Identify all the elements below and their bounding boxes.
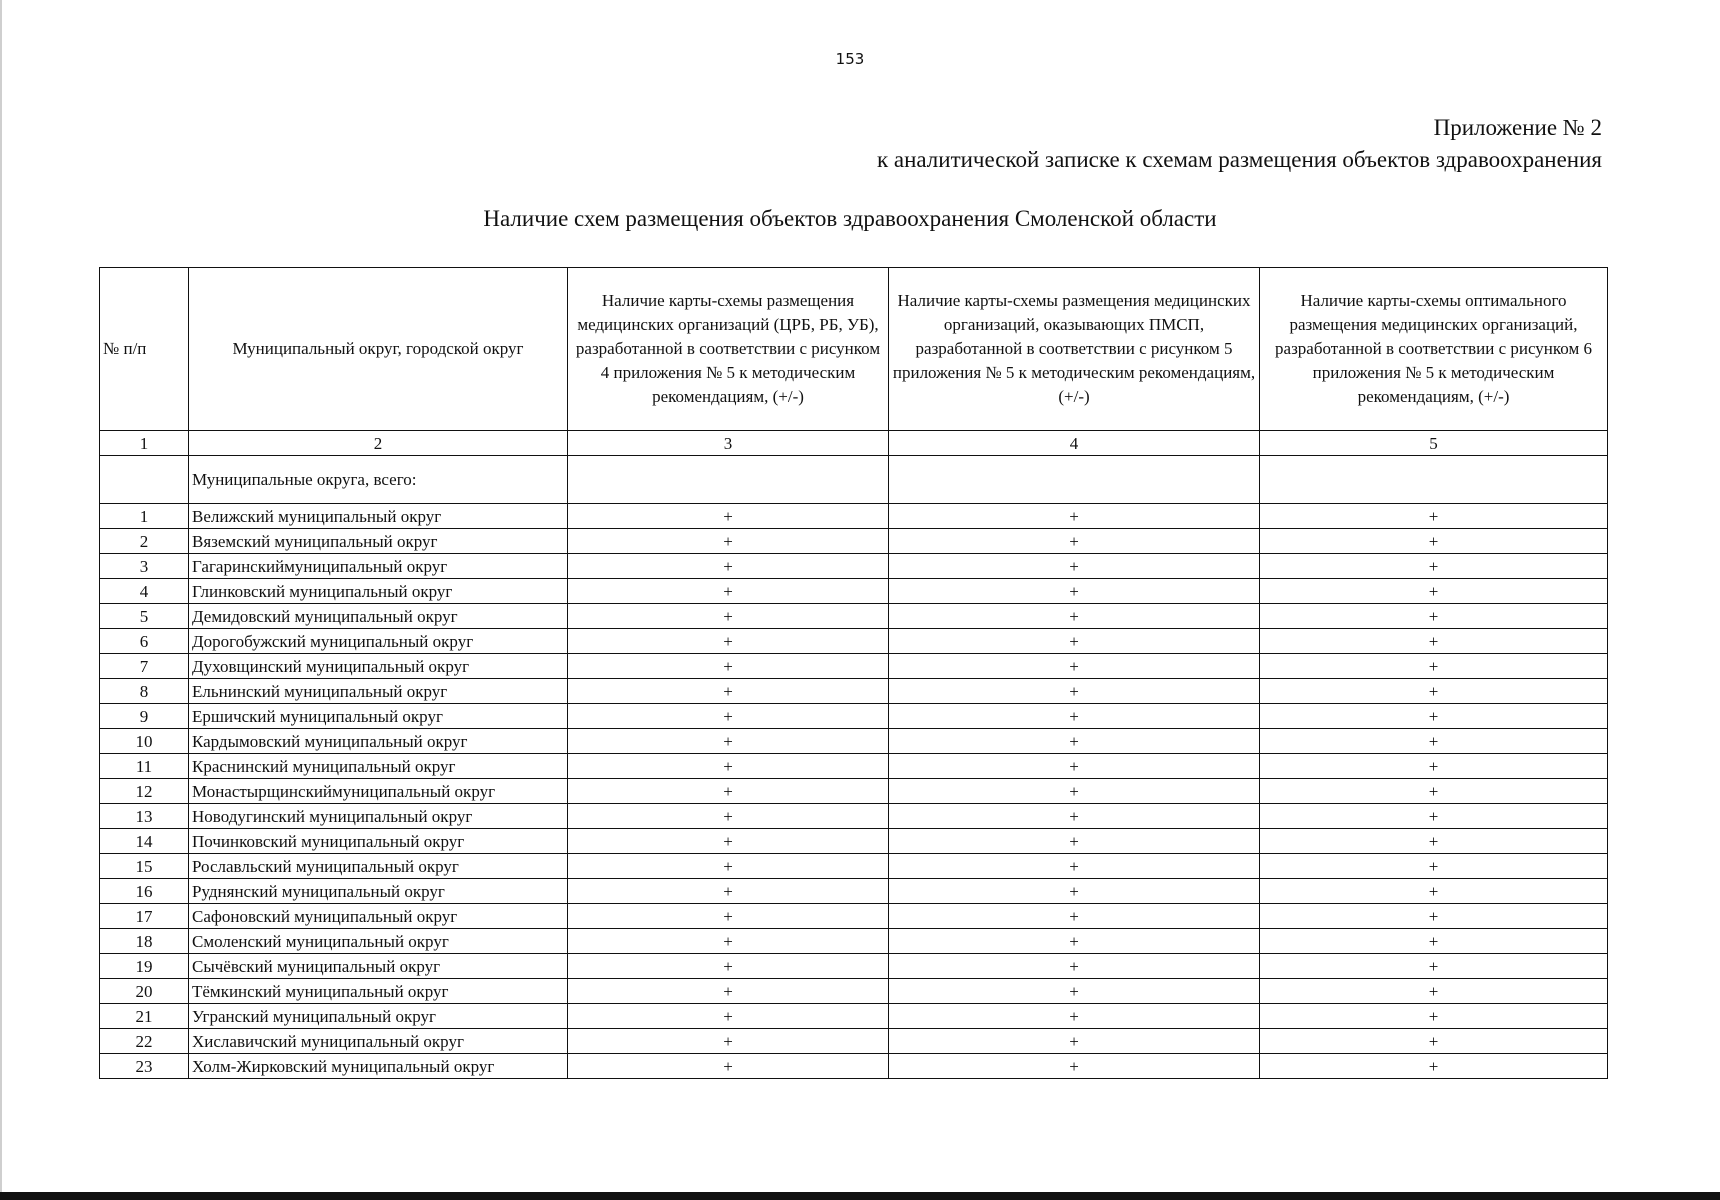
appendix-line-1: Приложение № 2 (1433, 115, 1602, 140)
row-number: 13 (100, 804, 189, 829)
map-optimal-value: + (1260, 829, 1608, 854)
district-name: Тёмкинский муниципальный округ (189, 979, 568, 1004)
map-crb-value: + (568, 779, 889, 804)
districts-table (99, 267, 1608, 1079)
row-number: 6 (100, 629, 189, 654)
map-pmsp-value: + (889, 954, 1260, 979)
map-crb-value: + (568, 1054, 889, 1079)
map-crb-value: + (568, 704, 889, 729)
map-optimal-value: + (1260, 529, 1608, 554)
table-row (100, 879, 1608, 904)
map-pmsp-value: + (889, 529, 1260, 554)
map-crb-value: + (568, 1029, 889, 1054)
map-crb-value: + (568, 829, 889, 854)
map-optimal-value: + (1260, 629, 1608, 654)
total-row-label: Муниципальные округа, всего: (189, 456, 568, 504)
map-pmsp-value: + (889, 729, 1260, 754)
district-name: Ершичский муниципальный округ (189, 704, 568, 729)
table-row (100, 729, 1608, 754)
table-row (100, 1004, 1608, 1029)
district-name: Вяземский муниципальный округ (189, 529, 568, 554)
district-name: Угранский муниципальный округ (189, 1004, 568, 1029)
table-row (100, 504, 1608, 529)
map-optimal-value: + (1260, 579, 1608, 604)
column-number: 2 (189, 431, 568, 456)
map-pmsp-value: + (889, 779, 1260, 804)
map-crb-value: + (568, 604, 889, 629)
map-optimal-value: + (1260, 504, 1608, 529)
district-name: Сычёвский муниципальный округ (189, 954, 568, 979)
header-map-pmsp: Наличие карты-схемы размещения медицинских организаций, оказывающих ПМСП, разработанной в соответствии с рисунком 5 приложения № 5 к методическим рекомендациям, (+/-) (889, 268, 1260, 431)
row-number: 7 (100, 654, 189, 679)
map-pmsp-value: + (889, 604, 1260, 629)
district-name: Дорогобужский муниципальный округ (189, 629, 568, 654)
district-name: Смоленский муниципальный округ (189, 929, 568, 954)
table-row (100, 604, 1608, 629)
district-name: Руднянский муниципальный округ (189, 879, 568, 904)
table-header-row (100, 268, 1608, 431)
row-number: 20 (100, 979, 189, 1004)
page-number: 153 (835, 50, 865, 68)
district-name: Духовщинский муниципальный округ (189, 654, 568, 679)
district-name: Монастырщинскиймуниципальный округ (189, 779, 568, 804)
table-row (100, 754, 1608, 779)
column-number: 1 (100, 431, 189, 456)
map-optimal-value: + (1260, 854, 1608, 879)
table-row (100, 954, 1608, 979)
row-number: 16 (100, 879, 189, 904)
map-optimal-value: + (1260, 1004, 1608, 1029)
total-row-cell (568, 456, 889, 504)
district-name: Холм-Жирковский муниципальный округ (189, 1054, 568, 1079)
map-pmsp-value: + (889, 829, 1260, 854)
map-pmsp-value: + (889, 554, 1260, 579)
district-name: Сафоновский муниципальный округ (189, 904, 568, 929)
map-optimal-value: + (1260, 779, 1608, 804)
map-optimal-value: + (1260, 729, 1608, 754)
row-number: 12 (100, 779, 189, 804)
row-number: 18 (100, 929, 189, 954)
map-crb-value: + (568, 504, 889, 529)
table-row (100, 579, 1608, 604)
map-pmsp-value: + (889, 1004, 1260, 1029)
table-row (100, 854, 1608, 879)
table-row (100, 904, 1608, 929)
map-crb-value: + (568, 879, 889, 904)
district-name: Глинковский муниципальный округ (189, 579, 568, 604)
row-number: 4 (100, 579, 189, 604)
district-name: Рославльский муниципальный округ (189, 854, 568, 879)
row-number: 5 (100, 604, 189, 629)
header-number: № п/п (100, 268, 189, 431)
map-pmsp-value: + (889, 1029, 1260, 1054)
district-name: Починковский муниципальный округ (189, 829, 568, 854)
row-number: 11 (100, 754, 189, 779)
table-row (100, 979, 1608, 1004)
map-optimal-value: + (1260, 604, 1608, 629)
row-number: 21 (100, 1004, 189, 1029)
map-crb-value: + (568, 729, 889, 754)
row-number: 2 (100, 529, 189, 554)
row-number: 17 (100, 904, 189, 929)
map-crb-value: + (568, 854, 889, 879)
map-optimal-value: + (1260, 679, 1608, 704)
table-row (100, 929, 1608, 954)
appendix-line-2: к аналитической записке к схемам размещения объектов здравоохранения (876, 147, 1602, 172)
map-pmsp-value: + (889, 979, 1260, 1004)
map-pmsp-value: + (889, 1054, 1260, 1079)
map-crb-value: + (568, 804, 889, 829)
map-crb-value: + (568, 954, 889, 979)
scan-bottom-edge (0, 1192, 1720, 1200)
district-name: Велижский муниципальный округ (189, 504, 568, 529)
header-map-crb: Наличие карты-схемы размещения медицинских организаций (ЦРБ, РБ, УБ), разработанной в соответствии с рисунком 4 приложения № 5 к методическим рекомендациям, (+/-) (568, 268, 889, 431)
appendix-header (877, 112, 1602, 176)
header-district: Муниципальный округ, городской округ (189, 268, 568, 431)
map-crb-value: + (568, 1004, 889, 1029)
table-row (100, 679, 1608, 704)
table-row (100, 629, 1608, 654)
map-pmsp-value: + (889, 929, 1260, 954)
row-number: 3 (100, 554, 189, 579)
total-row-cell (1260, 456, 1608, 504)
table-row (100, 554, 1608, 579)
row-number: 10 (100, 729, 189, 754)
map-crb-value: + (568, 579, 889, 604)
map-crb-value: + (568, 979, 889, 1004)
map-optimal-value: + (1260, 929, 1608, 954)
map-pmsp-value: + (889, 579, 1260, 604)
column-number: 4 (889, 431, 1260, 456)
row-number: 1 (100, 504, 189, 529)
map-optimal-value: + (1260, 654, 1608, 679)
total-row-number (100, 456, 189, 504)
map-pmsp-value: + (889, 679, 1260, 704)
map-pmsp-value: + (889, 904, 1260, 929)
map-optimal-value: + (1260, 1029, 1608, 1054)
row-number: 8 (100, 679, 189, 704)
table-row (100, 529, 1608, 554)
row-number: 9 (100, 704, 189, 729)
total-row-cell (889, 456, 1260, 504)
map-pmsp-value: + (889, 854, 1260, 879)
map-optimal-value: + (1260, 954, 1608, 979)
table-row (100, 804, 1608, 829)
map-optimal-value: + (1260, 979, 1608, 1004)
table-row (100, 1054, 1608, 1079)
row-number: 19 (100, 954, 189, 979)
map-crb-value: + (568, 654, 889, 679)
map-crb-value: + (568, 629, 889, 654)
table-row (100, 1029, 1608, 1054)
map-crb-value: + (568, 529, 889, 554)
map-optimal-value: + (1260, 904, 1608, 929)
table-row (100, 654, 1608, 679)
map-pmsp-value: + (889, 654, 1260, 679)
map-optimal-value: + (1260, 879, 1608, 904)
column-number-row (100, 431, 1608, 456)
map-optimal-value: + (1260, 554, 1608, 579)
district-name: Кардымовский муниципальный округ (189, 729, 568, 754)
district-name: Новодугинский муниципальный округ (189, 804, 568, 829)
district-name: Ельнинский муниципальный округ (189, 679, 568, 704)
district-name: Краснинский муниципальный округ (189, 754, 568, 779)
map-pmsp-value: + (889, 804, 1260, 829)
row-number: 22 (100, 1029, 189, 1054)
district-name: Хиславичский муниципальный округ (189, 1029, 568, 1054)
map-pmsp-value: + (889, 879, 1260, 904)
map-pmsp-value: + (889, 704, 1260, 729)
map-crb-value: + (568, 679, 889, 704)
map-optimal-value: + (1260, 704, 1608, 729)
document-title: Наличие схем размещения объектов здравоохранения Смоленской области (483, 206, 1217, 231)
row-number: 14 (100, 829, 189, 854)
district-name: Гагаринскиймуниципальный округ (189, 554, 568, 579)
map-crb-value: + (568, 554, 889, 579)
map-crb-value: + (568, 929, 889, 954)
table-row (100, 829, 1608, 854)
scan-left-edge (0, 0, 2, 1200)
map-pmsp-value: + (889, 504, 1260, 529)
table-row (100, 779, 1608, 804)
row-number: 15 (100, 854, 189, 879)
map-optimal-value: + (1260, 1054, 1608, 1079)
row-number: 23 (100, 1054, 189, 1079)
column-number: 3 (568, 431, 889, 456)
column-number: 5 (1260, 431, 1608, 456)
map-crb-value: + (568, 754, 889, 779)
map-optimal-value: + (1260, 754, 1608, 779)
map-crb-value: + (568, 904, 889, 929)
total-row (100, 456, 1608, 504)
map-pmsp-value: + (889, 629, 1260, 654)
district-name: Демидовский муниципальный округ (189, 604, 568, 629)
header-map-optimal: Наличие карты-схемы оптимального размещения медицинских организаций, разработанной в соответствии с рисунком 6 приложения № 5 к методическим рекомендациям, (+/-) (1260, 268, 1608, 431)
map-pmsp-value: + (889, 754, 1260, 779)
table-row (100, 704, 1608, 729)
map-optimal-value: + (1260, 804, 1608, 829)
